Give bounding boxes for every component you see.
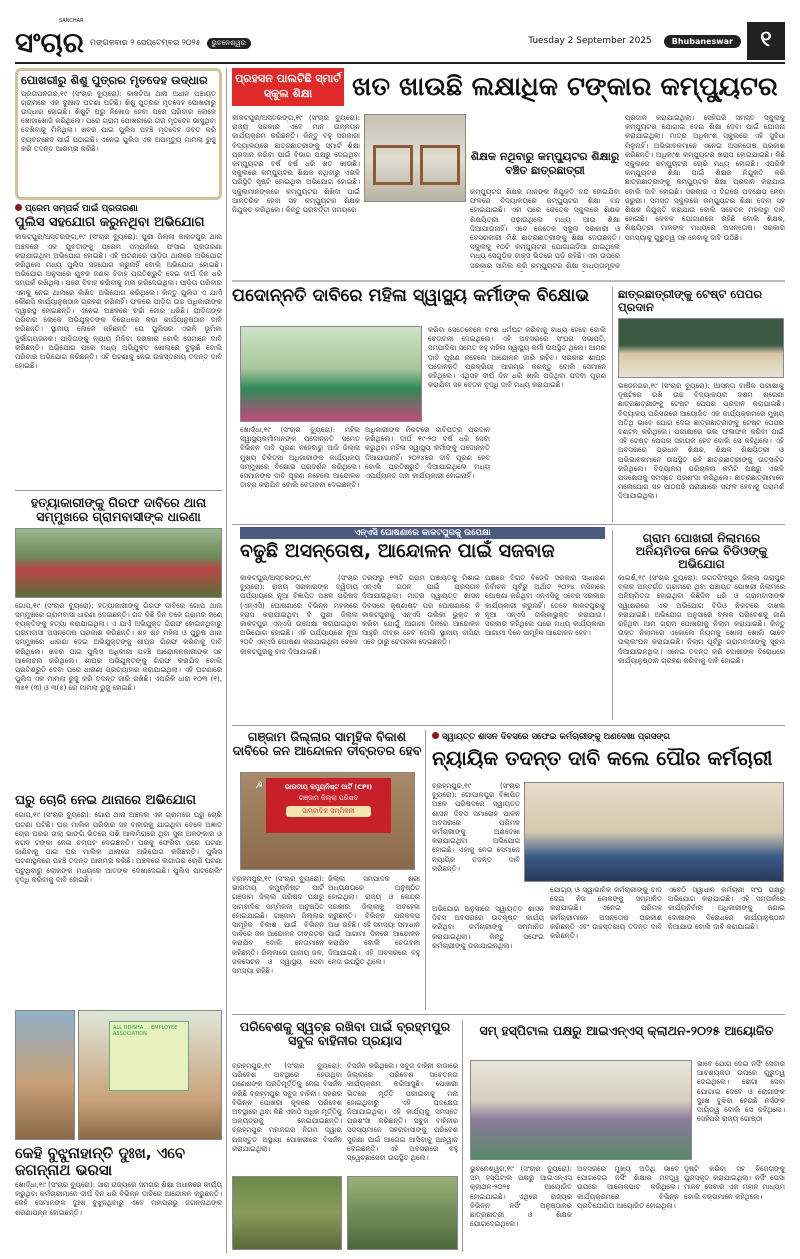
- hammer-sickle-icon: ☭: [255, 781, 264, 791]
- banner-line: ସାମ୍ବାଦିକ ସମ୍ମିଳନୀ: [286, 806, 371, 817]
- pour-kicker: [432, 732, 785, 742]
- pour-col2: ଯୋଗ୍ୟ ଓ ସ୍ୱାଭାବିକ କର୍ମଚାରୀଙ୍କୁ ବାଦ ଦେଇ ନିଜ ଲୋକଙ୍କୁ ସମ୍ମାନିତ କରାଯାଇଛି। ଏନେଇ ପରିମଳ କର୍ମଚାରୀମାନେ ଅସନ୍ତୋଷ ପ୍ରକାଶ କରିଛନ୍ତି ଏବଂ ଉଚ୍ଚସ୍ତରୀୟ ତଦନ୍ତ ଦାବି କରିଛନ୍ତି।: [550, 886, 662, 941]
- photo-sum-hospital-event: [470, 1060, 692, 1160]
- photo-computer-lab: [364, 114, 466, 202]
- banner-line: ଗଞ୍ଜାମ ଜିଲ୍ଲା ପରିଷଦ: [299, 794, 358, 802]
- article-text: ଗୋପ,୧୯ (ସଂଚାର ବ୍ୟୁରୋ): ହତ୍ୟାକାରୀଙ୍କୁ ଗିରଫ ଦାବିରେ ଗୋପ ଥାନା ସମ୍ମୁଖରେ ଗ୍ରାମବାସୀ ଧାରଣା ଦେଇଛନ୍ତି। ଗତ କିଛି ଦିନ ତଳେ ଗ୍ରାମର ଜଣେ ବ୍ୟକ୍ତିଙ୍କୁ ହତ୍ୟା କରାଯାଇଥିଲା। ଏ ଯାଏଁ ଅଭିଯୁକ୍ତ ଗିରଫ ହୋଇନଥିବାରୁ ଗ୍ରାମବାସୀ ଅସନ୍ତୋଷ ପ୍ରକାଶ କରିଛନ୍ତି। ଶହ ଶହ ମହିଳା ଓ ପୁରୁଷ ଥାନା ସମ୍ମୁଖରେ ଧାରଣା ଦେଇ ଅଭିଯୁକ୍ତଙ୍କୁ ଶୀଘ୍ର ଗିରଫ କରିବାକୁ ଦାବି କରିଥିଲେ। ଖବର ପାଇ ପୁଲିସ ଅଧିକାରୀ ପହଞ୍ଚି ଆନ୍ଦୋଳନକାରୀଙ୍କ ସହ ଆଲୋଚନା କରିଥିଲେ। ଶୀଘ୍ର ଅଭିଯୁକ୍ତଙ୍କୁ ଗିରଫ କରାଯିବ ବୋଲି ପ୍ରତିଶ୍ରୁତି ଦେବା ପରେ ଧାରଣା ପ୍ରତ୍ୟାହାର କରାଯାଇଥିଲା। ଏହି ଘଟଣାରେ ପୁଲିସ ଏକ ମାମଲା ରୁଜୁ କରି ତଦନ୍ତ ଜାରି ରଖିଛି। ଏପରିକି ଧାରା ୧୦୩ (୧), ୩୫୧ (୩) ଓ ୩(୫) ରେ ମାମଲା ରୁଜୁ ହୋଇଛି।: [15, 601, 222, 693]
- masthead-left-row: [15, 25, 251, 61]
- test-paper-headline: ଛାତ୍ରଛାତ୍ରୀଙ୍କୁ ଟେଷ୍ଟ ପେପର ପ୍ରଦାନ: [618, 287, 763, 314]
- headline: ହତ୍ୟାକାରୀଙ୍କୁ ଗିରଫ ଦାବିରେ ଥାନା ସମ୍ମୁଖରେ ଗ୍ରାମବାସୀଙ୍କ ଧାରଣା: [30, 495, 207, 524]
- masthead: [15, 18, 785, 62]
- article-pond-body: [15, 68, 222, 200]
- green-col2: ବିସର୍ଜନ କରିଥିଲେ। ସବୁଜ ବାହିନୀ ବାଜାରେ ଜିଲ୍ଲାରେ ପରିବେଶ ସଚେତନତା କାର୍ଯ୍ୟକ୍ରମ କରିଆସୁଛି। ପୋଖରୀ ଭିତରେ ମୂର୍ତ୍ତି ପକାଇବାକୁ ମନା ହୋଇଥିବାରୁ ଏହି ପଦକ୍ଷେପ ନିଆଯାଇଥିଲା। ଏହି କାର୍ଯ୍ୟକୁ ସମସ୍ତେ ପ୍ରଶଂସା କରିଛନ୍ତି। ସବୁଜ ବାହିନୀର ସଦସ୍ୟମାନେ ସହରବାସୀଙ୍କୁ ପରିବେଶ ସୁରକ୍ଷା ପାଇଁ ଆଗେଇ ଆସିବାକୁ ଆହ୍ୱାନ ଦେଇଛନ୍ତି। ଏହି ଅବସରରେ ବହୁ ସ୍ୱେଚ୍ଛାସେବୀ ଉପସ୍ଥିତ ଥିଲେ।: [347, 1062, 458, 1163]
- divider: [232, 1014, 785, 1015]
- cpi-banner: [266, 778, 391, 833]
- pour-side: ବ୍ରହ୍ମପୁର,୧୯ (ସଂଚାର ବ୍ୟୁରୋ): ଗୋପାଳପୁର ବିଜ୍ଞାପିତ ଅଞ୍ଚଳ ପରିଷଦରେ ସ୍ୱାୟତ୍ତ ଶାସନ ଦିବସ ସମାରୋହ ପାଳନ ଅବସରରେ ପରିମଳ କର୍ମଚାରୀଙ୍କୁ ଅଣଦେଖା କରାଯାଇଥିବା ଅଭିଯୋଗ ହୋଇଛି। ଏହାକୁ ନେଇ ସେମାନେ ନ୍ୟାୟିକ ତଦନ୍ତ ଦାବି କରିଛନ୍ତି।: [432, 782, 520, 873]
- headline: ଘରୁ ଚୋରି ନେଇ ଥାନାରେ ଅଭିଯୋଗ: [15, 793, 197, 808]
- smart-school-kicker: ପ୍ରହସନ ପାଲଟିଛି ସ୍ମାର୍ଟ ସ୍କୁଲ ଶିକ୍ଷା: [232, 68, 344, 106]
- photo-association-banner: [78, 1010, 222, 1140]
- article-jagannath: [15, 1145, 222, 1241]
- cpi-col2: ଜିଲ୍ଲା ସମ୍ପାଦକ ଶ୍ରୀ ଅଧ୍ୟକ୍ଷତାରେ ଅନୁଷ୍ଠିତ ହୋଇଥିଲା। ରାଜ୍ୟ ଓ କେନ୍ଦ୍ର ସରକାର ଜିଲ୍ଲାକୁ ଅବହେଳା କରୁଛନ୍ତି। ବିଭିନ୍ନ ପ୍ରକଳ୍ପ ଅଧା ରହିଛି। ଏହି ସମସ୍ୟା ସମାଧାନ ପାଇଁ ଆଗାମୀ ଦିନରେ ଆନ୍ଦୋଳନ କରାଯିବ ବୋଲି ଚେତାବନୀ ଦିଆଯାଇଛି। ଏହି ଅବସରରେ ବହୁ ନେତା ଉପସ୍ଥିତ ଥିଲେ।: [328, 875, 420, 966]
- top-subhead: ଶିକ୍ଷକ ନଥିବାରୁ କମ୍ପ୍ୟୁଟର ଶିକ୍ଷାରୁ ବଞ୍ଚିତ ଛାତ୍ରଛାତ୍ରୀ: [470, 150, 620, 177]
- article-text: ଖୋର୍ଦ୍ଧା,୧୯ (ସଂଚାର ବ୍ୟୁରୋ): ସାରା ରାଜ୍ୟରେ ସମଗ୍ର ଶିକ୍ଷା ଅଧୀନରେ କାର୍ଯ୍ୟ କରୁଥିବା କର୍ମଚାରୀମାନେ ଦୀର୍ଘ ଦିନ ଧରି ବିଭିନ୍ନ ଦାବିରେ ଆନ୍ଦୋଳନ କରୁଛନ୍ତି। କେହି ସେମାନଙ୍କ ଦୁଃଖ ବୁଝୁନଥିବାରୁ ଏବେ ମହାପ୍ରଭୁ ଜଗନ୍ନାଥଙ୍କ ଶରଣାପନ୍ନ ହୋଇଛନ୍ତି।: [15, 1181, 222, 1217]
- divider: [15, 490, 222, 491]
- nac-col1: କାକଟପୁର/ଅସ୍ତରଙ୍ଗ,୧୯ (ସଂଚାର ବ୍ୟୁରୋ): ରାଜ୍ୟ ସରକାରଙ୍କ ଦ୍ୱିତୀୟ ପର୍ଯ୍ୟାୟରେ ନୂଆ ବିଜ୍ଞାପିତ ଅଞ୍ଚଳ ପରିଷଦ (ଏନ୍ଏସି) ଘୋଷଣାରେ ବିଭିନ୍ନ ମହଲରେ ହ୍ରାସ କରାଯାଇଥିବା ବି ପୁରୀ ଜିଲ୍ଲା କାକଟପୁର ଏନ୍ଏସି ଉପେକ୍ଷା କରାଯାଇଥିବା ଅଭିଯୋଗ ହୋଇଛି। ଏହି ପର୍ଯ୍ୟାୟରେ ନୂଆ ୨୦ଟି ଏନ୍ଏସି ଘୋଷଣା କରାଯାଇଥିବା ବେଳେ କାକଟପୁରକୁ ବାଦ ଦିଆଯାଇଛି।: [240, 574, 358, 656]
- masthead-logo: ସଂଚାର: [15, 26, 84, 59]
- column-divider: [226, 68, 227, 1253]
- article-theft: [15, 794, 222, 1001]
- photo-protest-left: [15, 1010, 75, 1140]
- divider: [232, 725, 785, 726]
- computer-shelf: [373, 145, 413, 185]
- headline: ପୁଲିସ ସହଯୋଗ କରୁନଥିବା ଅଭିଯୋଗ: [15, 215, 205, 230]
- top-headline: ଖତ ଖାଉଛି ଲକ୍ଷାଧିକ ଟଙ୍କାର କମ୍ପ୍ୟୁଟର: [352, 72, 778, 102]
- top-col3: ପ୍ରଦାନ କରାଯାଇଥିଲା। ସେହିପରି ସମସ୍ତ ସ୍କୁଲକୁ କମ୍ପ୍ୟୁଟର ଯୋଗାଇ ଦେଇ ଶିକ୍ଷା ଦେବା ପାଇଁ ଯୋଜନା କରାଯାଇଥିଲା। ମାତ୍ର ଅଧିକାଂଶ ସ୍କୁଲରେ ଏହି ସୁବିଧା ମିଳୁନାହିଁ। ଅଭିଭାବକମାନେ ଏନେଇ ଅସନ୍ତୋଷ ପ୍ରକାଶ କରିଛନ୍ତି। ଅଧିକାଂଶ କମ୍ପ୍ୟୁଟର ଖରାପ ହୋଇଯାଇଛି। କିଛି ସ୍କୁଲରେ କମ୍ପ୍ୟୁଟର ଚୋରି ମଧ୍ୟ ହୋଇଛି। ଏପରିକି କମ୍ପ୍ୟୁଟର ଶିକ୍ଷା ପାଇଁ ଶିକ୍ଷକ ନିଯୁକ୍ତି କରି ଛାତ୍ରଛାତ୍ରୀଙ୍କୁ କମ୍ପ୍ୟୁଟର ଶିକ୍ଷା ପ୍ରଦାନ କରାଯାଉ ବୋଲି ଦାବି ହୋଇଛି। ସରକାର ଏ ଦିଗରେ ପଦକ୍ଷେପ ନେବା ଜରୁରୀ। ସମସ୍ତ ସ୍କୁଲରେ କମ୍ପ୍ୟୁଟର ଶିକ୍ଷା ଦେବା ସହ ଶିକ୍ଷକ ନିଯୁକ୍ତି କରାଯାଉ ବୋଲି ସଚେତନ ମହଲରୁ ଦାବି ହୋଇଛି। କେବଳ ଯୋଗାଣରେ ରହିଛି ବୋଲି ଶିକ୍ଷକ, ଶିକ୍ଷୟିତ୍ରୀ ମାନଙ୍କ ମଧ୍ୟରେ ଅସନ୍ତୋଷ। ସରକାର ସମସ୍ୟାକୁ ଗୁରୁତ୍ୱ ସହ ନେବାକୁ ଦାବି ଉଠିଛି।: [625, 114, 785, 242]
- bullet-icon: [432, 732, 439, 739]
- kicker: [15, 204, 222, 214]
- cpi-col1: ବ୍ରହ୍ମପୁର,୧୯ (ସଂଚାର ବ୍ୟୁରୋ): ଭାରତୀୟ କମ୍ୟୁନିଷ୍ଟ ପାର୍ଟି ଗଞ୍ଜାମ ଜିଲ୍ଲା ପରିଷଦ ପକ୍ଷରୁ ସାମ୍ବାଦିକ ସମ୍ମିଳନୀ ଅନୁଷ୍ଠିତ ହୋଇଯାଇଛି। ଗଞ୍ଜାମ ଜିଲ୍ଲାର ସାମୂହିକ ବିକାଶ ପାଇଁ ବିଭିନ୍ନ ଦାବିରେ ଜନ ଆନ୍ଦୋଳନ ତୀବ୍ରତର କରାଯିବ ବୋଲି ନେତାମାନେ କହିଛନ୍ତି। ଜିଲ୍ଲାରେ ପାନୀୟ ଜଳ, ଜଳସେଚନ ଓ ସ୍ୱାସ୍ଥ୍ୟ ସେବା ସମସ୍ୟା ରହିଛି।: [232, 875, 324, 976]
- masthead-right-row: [528, 22, 785, 60]
- kicker-text: ସ୍ୱାୟତ୍ତ ଶାସନ ଦିବସରେ ସଫେଇ କର୍ମଚାରୀଙ୍କୁ ଅଣଦେଖା ପ୍ରସଙ୍ଗ: [442, 732, 670, 742]
- article-text: ପ୍ରତାପନଗର,୧୯ (ସଂଚାର ବ୍ୟୁରୋ): କାକଟିଆ ଥାନା ଅଧୀନ ପଞ୍ଚାୟତ ଗ୍ରାମରେ ଏକ ଦୁଃଖଦ ଘଟଣା ଘଟିଛି। ଶିଶୁ ପୁତ୍ରର ମୃତଦେହ ପୋଖରୀରୁ ଉଦ୍ଧାର ହୋଇଛି। ଶିଶୁଟି ଘରୁ ନିଖୋଜ ହେବା ପରେ ପରିବାର ଲୋକେ ଖୋଜାଖୋଜି କରିଥିଲେ। ପରେ ଗ୍ରାମ ପୋଖରୀରେ ତାର ମୃତଦେହ ଭାସୁଥିବା ଦେଖିବାକୁ ମିଳିଥିଲା। ଖବର ପାଇ ପୁଲିସ ପହଞ୍ଚି ମୃତଦେହ ଜବତ କରି ବ୍ୟବଚ୍ଛେଦ ପାଇଁ ପଠାଇଛି। ଏନେଇ ପୁଲିସ ଏକ ଅପମୃତ୍ୟୁ ମାମଲା ରୁଜୁ କରି ତଦନ୍ତ ଆରମ୍ଭ କରିଛି।: [21, 89, 216, 153]
- city-pill: Bhubaneswar: [664, 35, 741, 48]
- top-col1: କାକଟପୁର/ଅସ୍ତରଙ୍ଗ,୧୯ (ସଂଚାର ବ୍ୟୁରୋ): ରାଜ୍ୟ ସରକାର ଏବେ ମାନ ଉନ୍ନୟନ କାର୍ଯ୍ୟକ୍ରମ କରିଛନ୍ତି। କିନ୍ତୁ ବହୁ ସରକାରୀ ବିଦ୍ୟାଳୟରେ ଛାତ୍ରଛାତ୍ରୀଙ୍କୁ ସ୍ମାର୍ଟ ଶିକ୍ଷା ପ୍ରଦାନ କରିବା ପାଇଁ ବିଭାଗ ପକ୍ଷରୁ ଦେଇଥିବା କମ୍ପ୍ୟୁଟର ବର୍ଷ ବର୍ଷ ଧରି ଖତ ଖାଉଛି। ସ୍କୁଲରେ କମ୍ପ୍ୟୁଟର ଶିକ୍ଷକ ନଥିବାରୁ ଏଭଳି ପରିସ୍ଥିତି ସୃଷ୍ଟି ହୋଇଥିବା ଅଭିଯୋଗ ହୋଇଛି। ସ୍କୁଲମାନଙ୍କରେ କମ୍ପ୍ୟୁଟର ଶିଖିବା ପାଇଁ ଆନ୍ତରିକ ହେବା ସହ କମ୍ପ୍ୟୁଟର ଶିକ୍ଷକ ନିଯୁକ୍ତ କରିଥିଲେ। କିନ୍ତୁ ପରବର୍ତ୍ତୀ ସମୟରେ: [232, 114, 360, 215]
- photo-health-workers: [240, 326, 422, 422]
- nac-col2: ତରଫରୁ ୧୩ଟି ଗ୍ରାମ ପଞ୍ଚାୟତକୁ ମିଶାଇ ଏନ୍ଏସି ଗଠନ ପାଇଁ ପ୍ରସ୍ତାବ ଦିଆଯାଇଥିଲା। ମାତ୍ର ସ୍ୱାୟତ୍ତ ଶାସନ ଦିବସରେ କୃଷ୍ଣାଷ୍ଟ ପର ଘୋଷଣାରେ ବି କାକଟପୁରକୁ ଏନ୍ଏସି ତାଲିକା ଭୁକ୍ତ ନ କରିବା ଯୋଗୁଁ ଆଗାମୀ ଦିନରେ ଆନ୍ଦୋଳନ ଆହୁରି ତୀବ୍ର ହେବ ବୋଲି ସ୍ଥାନୀୟ ବାସିନ୍ଦା ଏବେ ଠାରୁ ଚେତାବନୀ ଦେଇଛନ୍ତି।: [362, 574, 480, 647]
- article-police: [15, 204, 222, 483]
- kicker-text: ପ୍ରେମ ସମ୍ପର୍କ ପାଇଁ ପ୍ରତାରଣା: [25, 204, 138, 214]
- pour-col1: ଅଭିଯୋଗ ଅନୁସାରେ ସ୍ୱାୟତ୍ତ ଶାସନ ଦିବସ ଅବସରରେ ଉତ୍କୃଷ୍ଟ କାର୍ଯ୍ୟ କରିଥିବା କର୍ମଚାରୀଙ୍କୁ ସମ୍ମାନିତ କରାଯାଇଥିଲା। କିନ୍ତୁ ସଫେଇ କର୍ମଚାରୀଙ୍କୁ ଡକାଯାଇନଥିଲା।: [432, 905, 544, 950]
- photo-idol-truck: [347, 1176, 458, 1250]
- sum-col2: ଅବସରରେ ମୁଖ୍ୟ ଅତିଥି ଭାବେ ଯୋଗଦେଇ ନର୍ସିଂ ଶିକ୍ଷାର ମହତ୍ତ୍ୱ ଉପରେ ଆଲୋକପାତ କରିଥିଲେ। କାର୍ଯ୍ୟକ୍ରମରେ ବିଭିନ୍ନ ପ୍ରତିଯୋଗିତା ଆୟୋଜିତ ହୋଇଥିଲା।: [577, 1165, 679, 1210]
- banner-line: ଭାରତୀୟ କମ୍ୟୁନିଷ୍ଟ ପାର୍ଟି (CPI): [284, 783, 373, 791]
- health-col1: ଖୋର୍ଦ୍ଧା,୧୯ (ସଂଚାର ବ୍ୟୁରୋ): ମହିଳା ସ୍ୱାସ୍ଥ୍ୟକର୍ମୀମାନଙ୍କ ପଦୋନ୍ନତି ସମେତ ବିଭିନ୍ନ ଦାବି ପୂରଣ ନହେବାରୁ ଆଜି ଜିଲ୍ଲା ମୁଖ୍ୟ ଚିକିତ୍ସା ଅଧିକାରୀଙ୍କ କାର୍ଯ୍ୟାଳୟ ସମ୍ମୁଖରେ ବିକ୍ଷୋଭ ପ୍ରଦର୍ଶନ କରିଥିଲେ। ସେମାନଙ୍କ ଦାବି ପୂରଣ ନହେଲେ ଆନ୍ଦୋଳନ ତୀବ୍ର କରାଯିବ ବୋଲି ଚେତାବନୀ ଦେଇଛନ୍ତି।: [240, 426, 360, 490]
- photo-cpi-press-meet: [240, 772, 415, 870]
- divider: [462, 1020, 463, 1252]
- divider: [232, 524, 785, 525]
- pond-auction-headline: ଗ୍ରାମ ପୋଖରୀ ନିଲାମରେ ଅନିୟମିତତା ନେଇ ବିଡିଓଙ୍କୁ ଅଭିଯୋଗ: [635, 531, 768, 572]
- nac-kicker: ଏନ୍‌ଏସି ଘୋଷଣାରେ କାକଟପୁରକୁ ଉପେକ୍ଷା: [240, 527, 605, 539]
- photo-villagers-protest: [15, 528, 222, 598]
- computer-shelf: [420, 145, 460, 185]
- sum-side: ଭାବେ ଯୋଗ ଦେଇ ନର୍ସିଂ ସେବାର ଆବଶ୍ୟକତା ଉପରେ ଗୁରୁତ୍ୱ ଦେଇଥିଲେ। ରୋଗୀ ସେବା ଯୋଗାଇ ଦେବେ ଓ ରୋଗୀଙ୍କ ଦୁଃଖ ବୁଝିବା ହେଉଛି ନର୍ସଙ୍କ ଦାୟିତ୍ୱ ବୋଲି ସେ କହିଥିଲେ। ସେହିପରି ରାଜ୍ୟ ଗୋଷ୍ଠୀ: [697, 1060, 785, 1124]
- headline: ପୋଖରୀରୁ ଶିଶୁ ପୁତ୍ରର ମୃତଦେହ ଉଦ୍ଧାର: [21, 73, 208, 87]
- health-col2: ଅଧିକାରୀଙ୍କ ନିକଟରେ ଦାବିପତ୍ର ପ୍ରଦାନ କରିଥିଲେ। ଦୀର୍ଘ ୧୯-୨୦ ବର୍ଷ ଧରି ସେବା କରୁଥିବା ମହିଳା ସ୍ୱାସ୍ଥ୍ୟ କର୍ମୀଙ୍କୁ ପଦୋନ୍ନତି ଦିଆଯାଉନାହିଁ। ୨୦୨୪ରେ ଦାବି ପୂରଣ ହେବ ବୋଲି ପ୍ରତିଶ୍ରୁତି ଦିଆଯାଇଥିଲେ ମଧ୍ୟ ଏପର୍ଯ୍ୟନ୍ତ ତାହା କାର୍ଯ୍ୟକାରୀ ହୋଇନାହିଁ।: [365, 426, 490, 481]
- health-side: କରିବା ସେତେବେଳେ ବାଂଶ ଧର୍ମଘଟ କରିବାକୁ ବାଧ୍ୟ ହେବେ ବୋଲି ଚେତାବନୀ ଦେଇଥିଲେ। ଏହି ଅବସରରେ ସଂଘର ସଭାପତି, ସମ୍ପାଦିକା ସମେତ ବହୁ ମହିଳା ସ୍ୱାସ୍ଥ୍ୟ କର୍ମୀ ଉପସ୍ଥିତ ଥିଲେ। ଆମର ଦାବି ପୂରଣ ନହେଲେ ଆନ୍ଦୋଳନ ଜାରି ରହିବ। ସରକାର ଶୀଘ୍ର ପଦୋନ୍ନତି ପ୍ରକ୍ରିୟା ଆରମ୍ଭ କରନ୍ତୁ ବୋଲି ସେମାନେ କହିଥିଲେ। ଏଥିସହ ଦୀର୍ଘ ଦିନ ଧରି ଖାଲି ପଡ଼ିଥିବା ପଦବୀ ପୂରଣ କରାଯିବା ସହ ବେତନ ବୃଦ୍ଧି ଦାବି ମଧ୍ୟ କରାଯାଇଛି।: [428, 326, 606, 390]
- divider: [425, 730, 426, 1010]
- article-text: ଗୋପ,୧୯ (ସଂଚାର ବ୍ୟୁରୋ): ଗୋପ ଥାନା ଅଞ୍ଚଳର ଏକ ଗ୍ରାମରେ ଘରୁ ଚୋରି ଘଟଣା ଘଟିଛି। ଘର ମାଲିକ ପରିବାର ସହ ବାହାରକୁ ଯାଇଥିବା ବେଳେ ଅଜ୍ଞାତ ଚୋର ଘରର ତାଲା ଭାଙ୍ଗି ଭିତରେ ପଶି ଆଲମିରାରେ ଥିବା ସୁନା ଅଳଙ୍କାର ଓ ନଗଦ ଟଙ୍କା ନେଇ ଚମ୍ପଟ ଦେଇଛନ୍ତି। ଘରକୁ ଫେରିବା ପରେ ଘଟଣା ଜାଣିବାକୁ ପାଇ ଘର ମାଲିକ ଥାନାରେ ଅଭିଯୋଗ କରିଛନ୍ତି। ପୁଲିସ ଘଟଣାସ୍ଥଳରେ ପହଞ୍ଚି ତଦନ୍ତ ଆରମ୍ଭ କରିଛି। ଅଞ୍ଚଳରେ ଲଗାତାର ଚୋରି ଘଟଣା ଘଟୁଥିବାରୁ ଲୋକଙ୍କ ମଧ୍ୟରେ ଆତଙ୍କ ଦେଖାଦେଇଛି। ପୁଲିସ ପାଟ୍ରୋଲିଂ ବୃଦ୍ଧି କରିବାକୁ ଦାବି ହୋଇଛି।: [15, 811, 222, 884]
- odia-date: ମଙ୍ଗଳବାର ୨ ସେପ୍ଟେମ୍ବର ୨୦୨୫: [90, 38, 201, 47]
- green-col1: ବ୍ରହ୍ମପୁର,୧୯ (ସଂଚାର ବ୍ୟୁରୋ): ପରିବେଶ ଅବସ୍ଥାରେ ହେଉଥିବା ଗଣେଶଙ୍କ ପ୍ରତିମୂର୍ତ୍ତିକୁ ନେଇ ବିସର୍ଜନ କରିଛି ବ୍ରହ୍ମପୁର ସବୁଜ ବାହିନୀ। ସହରର ବିଭିନ୍ନ ପୋଖରୀ କୂଳରେ ପରିବେଶ ଅବସ୍ଥାରେ ଥିବା କିଛି ଏକାଠି ଅଧିକ ମୂର୍ତ୍ତିକୁ ଅନ୍ୟତ୍ରକୁ ନେଇଯାଇଛନ୍ତି। ବ୍ରହ୍ମପୁର ମହାନଗର ନିଗମ ଦ୍ୱାରା ପ୍ରସ୍ତୁତ ଅସ୍ଥାୟୀ ପୋଖରୀରେ ବିସର୍ଜନ କରାଯାଇଥିଲା।: [232, 1062, 342, 1153]
- sum-col3: ଦୃଷ୍ଟି କରିବା ସହ ବିଜେତାଙ୍କୁ ପୁରସ୍କୃତ କରାଯାଇଥିଲା। ନର୍ସିଂ ପେସା ମାନବ ସେବାର ଏକ ମହାନ ମାଧ୍ୟମ ବୋଲି ବକ୍ତାମାନେ କହିଥିଲେ।: [684, 1165, 785, 1201]
- photo-green-brigade: [232, 1176, 342, 1250]
- masthead-rule: [15, 62, 785, 64]
- divider: [612, 530, 613, 720]
- sum-headline: ସମ୍ ହସ୍ପିଟାଲ ପକ୍ଷରୁ ଆଇଏନ୍ଏସ୍ କ୍ଲାଥନ-୨୦୨୫ ଆୟୋଜିତ: [479, 1023, 774, 1038]
- article-dharana: [15, 496, 222, 757]
- pour-col3: ଏବେଠି ସ୍ୱାଧୀନ କର୍ମଚାରୀ ସଂଘ ପକ୍ଷରୁ ଅଭିଯୋଗ କରାଯାଇଛି। ଏହି ସମ୍ପର୍କରେ କାର୍ଯ୍ୟନିର୍ବାହୀ ଅଧିକାରୀଙ୍କୁ ଜଣାଇ ଦୋଷୀଙ୍କ ବିରୋଧରେ କାର୍ଯ୍ୟାନୁଷ୍ଠାନ ନିଆଯାଉ ବୋଲି ଦାବି କରାଯାଇଛି।: [668, 886, 785, 931]
- sum-col1: ଭୁବନେଶ୍ୱର,୧୯ (ସଂଚାର ବ୍ୟୁରୋ): ସମ୍ ହସ୍ପିଟାଲ ପକ୍ଷରୁ ଆଇଏନ୍ଏସ୍ କ୍ଲାଥନ-୨୦୨୫ ଆୟୋଜିତ ହୋଇଯାଇଛି। ଏଥିରେ ରାଜ୍ୟର ବିଭିନ୍ନ ନର୍ସିଂ ଅନୁଷ୍ଠାନର ଛାତ୍ରଛାତ୍ରୀ ଓ ଶିକ୍ଷକ ଯୋଗଦେଇଥିଲେ।: [470, 1165, 572, 1229]
- green-headline: ପରିବେଶକୁ ସ୍ୱଚ୍ଛ ରଖିବା ପାଇଁ ବ୍ରହ୍ମପୁର ସବୁଜ ବାହିନୀର ପ୍ରୟାସ: [239, 1019, 451, 1048]
- odia-city-pill: ଭୁବନେଶ୍ୱର: [207, 38, 251, 49]
- nac-headline: ବଢୁଛି ଅସନ୍ତୋଷ, ଆନ୍ଦୋଳନ ପାଇଁ ସଜବାଜ: [240, 540, 555, 562]
- divider: [232, 280, 785, 282]
- divider: [612, 287, 613, 522]
- article-text: କାକଟପୁର/ଅସ୍ତରଙ୍ଗ,୧୯ (ସଂଚାର ବ୍ୟୁରୋ): ପୁରୀ ଜିଲ୍ଲା କାକଟପୁର ଥାନା ଅଞ୍ଚଳରେ ଏକ ଯୁବତୀଙ୍କୁ ପ୍ରେମ ସମ୍ପର୍କରେ ଫସାଇ ପ୍ରତାରଣା କରାଯାଇଥିବା ଅଭିଯୋଗ ହୋଇଛି। ଏହି ଘଟଣାରେ ପୀଡ଼ିତା ଥାନାରେ ଅଭିଯୋଗ କରିଥିଲେ ମଧ୍ୟ ପୁଲିସ ସହଯୋଗ କରୁନାହିଁ ବୋଲି ଅଭିଯୋଗ ହୋଇଛି। ଅଭିଯୋଗ ଅନୁସାରେ ଯୁବକ ଜଣକ ବିବାହ ପ୍ରତିଶ୍ରୁତି ଦେଇ ଦୀର୍ଘ ଦିନ ଧରି ସମ୍ପର୍କ ରଖିଥିଲା। ପରେ ବିବାହ କରିବାକୁ ମନା କରିଦେଇଥିଲା। ପୀଡ଼ିତା ପରିବାର ଏହାକୁ ନେଇ ଥାନାରେ ଲିଖିତ ଅଭିଯୋଗ କରିଥିଲେ। କିନ୍ତୁ ପୁଲିସ ଏ ଯାଏଁ କୌଣସି କାର୍ଯ୍ୟାନୁଷ୍ଠାନ ଗ୍ରହଣ କରିନାହିଁ। ଫଳରେ ପୀଡ଼ିତା ଉଚ୍ଚ ଅଧିକାରୀଙ୍କ ଦ୍ୱାରସ୍ଥ ହୋଇଛନ୍ତି। ଏନେଇ ଅଞ୍ଚଳରେ ଚର୍ଚ୍ଚା ଜୋର ଧରିଛି। ପୀଡ଼ିତାଙ୍କ ପରିବାର ଲୋକେ ଅଭିଯୁକ୍ତଙ୍କ ବିରୋଧରେ କଡ଼ା କାର୍ଯ୍ୟାନୁଷ୍ଠାନ ଦାବି କରିଛନ୍ତି। ସ୍ଥାନୀୟ ଲୋକେ କହିଛନ୍ତି ଯେ ପୁଲିସର ଏଭଳି ଭୂମିକା ଦୁର୍ଭାଗ୍ୟଜନକ। ପୀଡ଼ିତାଙ୍କୁ ନ୍ୟାୟ ମିଳିବା ଦରକାର ବୋଲି ସେମାନେ ଦାବି କରିଛନ୍ତି। ଅଭିଯୋଗ ପରେ ମଧ୍ୟ ଅଭିଯୁକ୍ତ ଖୋଲାରେ ବୁଲୁଛି ବୋଲି ପରିବାର ଅଭିଯୋଗ କରିଛନ୍ତି। ଏହି ଘଟଣାକୁ ନେଇ ଉଚ୍ଚସ୍ତରୀୟ ତଦନ୍ତ ଦାବି ହୋଇଛି।: [15, 233, 222, 371]
- cpi-headline: ଗଞ୍ଜାମ ଜିଲ୍ଲାର ସାମୂହିକ ବିକାଶ ଦାବିରେ ଜନ ଆନ୍ଦୋଳନ ତୀବ୍ରତର ହେବ: [232, 729, 422, 758]
- nac-col3: ପକ୍ଷରେ ବିଗତ ବିଜେଡି ସରକାର ସାଧାରଣ ନିର୍ବାଚନ ପୂର୍ବରୁ ଅର୍ଥାତ ୨୦୨୪ ମସିହାରେ ଘୋଷଣା କରିଥିବା ଏନ୍ଏସିକୁ ଏବେର ସରକାର କାର୍ଯ୍ୟକାରୀ କରୁନାହିଁ। ତେବେ କାକଟପୁରକୁ ନୂଆ ଏନ୍ଏସି ତାଲିକାଭୁକ୍ତ କରାଯାଉ। ସରକାର କହିଥିଲେ ପରେ ମଧ୍ୟ କାର୍ଯ୍ୟକାରୀ ଆଗାମୀ ଦିନେ ସାମୂହିକ ଆନ୍ଦୋଳନ ହେବ।: [485, 574, 605, 638]
- test-body: ଭଞ୍ଜନଗର,୧୯ (ସଂଚାର ବ୍ୟୁରୋ): ଆସନ୍ତା ବାର୍ଷିକ ପରୀକ୍ଷାକୁ ଦୃଷ୍ଟିରେ ରଖି ଉଚ୍ଚ ବିଦ୍ୟାଳୟର ଦଶମ ଶ୍ରେଣୀ ଛାତ୍ରଛାତ୍ରୀଙ୍କୁ ଟେଷ୍ଟ ପେପର ପ୍ରଦାନ କରାଯାଇଛି। ବିଦ୍ୟାଳୟ ପରିସରରେ ଆୟୋଜିତ ଏକ କାର୍ଯ୍ୟକ୍ରମରେ ମୁଖ୍ୟ ଅତିଥି ଭାବେ ଯୋଗ ଦେଇ ଛାତ୍ରଛାତ୍ରୀଙ୍କୁ ଟେଷ୍ଟ ପେପର ବଣ୍ଟନ କରିଥିଲେ। ପରୀକ୍ଷାରେ ଭଲ ଫଳାଫଳ କରିବା ପାଇଁ ଏହି ଟେଷ୍ଟ ପେପର ସହାୟକ ହେବ ବୋଲି ସେ କହିଥିଲେ। ଏହି ଅବସରରେ ପ୍ରଧାନ ଶିକ୍ଷକ, ଶିକ୍ଷକ ଶିକ୍ଷୟିତ୍ରୀ ଓ ଅଭିଭାବକମାନେ ଉପସ୍ଥିତ ରହି ଛାତ୍ରଛାତ୍ରୀଙ୍କୁ ଉତ୍ସାହିତ କରିଥିଲେ। ବିଦ୍ୟାଳୟ ପରିଚାଳନା କମିଟି ପକ୍ଷରୁ ଏଭଳି ପଦକ୍ଷେପକୁ ସମସ୍ତେ ପ୍ରଶଂସା କରିଥିଲେ। ଛାତ୍ରଛାତ୍ରୀମାନେ ମନୋଯୋଗ ସହ ପାଠପଢ଼ି ପରୀକ୍ଷାରେ ସଫଳ ହେବାକୁ ପରାମର୍ଶ ଦିଆଯାଇଥିଲା।: [618, 382, 784, 501]
- page-number: ୧: [747, 22, 785, 60]
- pond-body: କାଇଶଁ,୧୯ (ସଂଚାର ବ୍ୟୁରୋ): ଜଗତସିଂହପୁର ଜିଲ୍ଲା ତାରାପୁର ବ୍ଲକ ଅନ୍ତର୍ଗତ ଗ୍ରାମରେ ଥିବା ପଞ୍ଚାୟତ ପୋଖରୀ ନିଲାମରେ ଅନିୟମିତତା ହୋଇଥିବା କିଛିଦିନ ଧରି ଓ ଗ୍ରାମବାସୀଙ୍କ ସ୍ୱାକ୍ଷରରେ ଏକ ଅଭିଯୋଗ ବିଡିଓ ନିକଟରେ ଦାଖଲ କରାଯାଇଛି। ଅଭିଯୋଗ ଅନୁସାରେ ବ୍ଲକ ପରିବେଶକୁ ଜାଣି ରହିଥିବା ଆମ ଗ୍ରାମ ପୋଖରୀକୁ ନିଲାମ କରାଯାଇଛି। କିନ୍ତୁ ଉକ୍ତ ନିଲାମରେ ଏକୋଲେ ନିୟମକୁ ଖୋଲା ଖୋଲି ଭାବେ ଉଲ୍ଲଂଘନ କରାଯାଇଛି। ନିଲାମ ପୂର୍ବରୁ ଗ୍ରାମବାସୀଙ୍କୁ ସୂଚନା ଦିଆଯାଇନଥିଲା। ଏନେଇ ତଦନ୍ତ କରି ଦୋଷୀଙ୍କ ବିରୋଧରେ କାର୍ଯ୍ୟାନୁଷ୍ଠାନ ଗ୍ରହଣ କରିବାକୁ ଦାବି ହୋଇଛି।: [618, 574, 785, 665]
- photo-test-paper: [618, 318, 784, 378]
- banner-text: ALL ODISHA ... EMPLOYEE ASSOCIATION: [109, 1021, 189, 1091]
- masthead-logo-small: SANCHAR: [59, 18, 84, 24]
- photo-municipal-workers: [524, 782, 784, 882]
- pour-headline: ନ୍ୟାୟିକ ତଦନ୍ତ ଦାବି କଲେ ପୌର କର୍ମଚାରୀ: [432, 746, 773, 770]
- headline: କେହି ବୁଝୁନାହାନ୍ତି ଦୁଃଖ, ଏବେ ଜଗନ୍ନାଥ ଭରସା: [15, 1144, 186, 1179]
- english-date: Tuesday 2 September 2025: [528, 36, 652, 46]
- bullet-icon: [15, 204, 22, 211]
- top-col2: କମ୍ପ୍ୟୁଟର ଶିକ୍ଷକ ମାନଙ୍କ ନିଯୁକ୍ତି ବନ୍ଦ ହୋଇଯିବା ଫଳରେ ବିଦ୍ୟାଳୟରେ କମ୍ପ୍ୟୁଟର ଶିକ୍ଷା ବନ୍ଦ ହୋଇଯାଇଛି। ଏହା ପରେ କେତେକ ସ୍କୁଲରେ ଶିକ୍ଷକ ଶିକ୍ଷୟିତ୍ରୀ ପଢ଼ାଉଥିଲେ ମଧ୍ୟ ଆଉ ଶିକ୍ଷା ଦିଆଯାଉନାହିଁ। ଏବେ କେତେକ ସ୍କୁଲ ସରକାରୀ ଓ ବେସରକାରୀ ମିଶି ଛାତ୍ରଛାତ୍ରୀଙ୍କୁ ଶିକ୍ଷା ଦେଉଛନ୍ତି। ସ୍କୁଲକୁ ୧୦ଟି କମ୍ପ୍ୟୁଟର ଯୋଗାଇଦିଆ ଯାଇଥିଲେ ମଧ୍ୟ ସେଗୁଡ଼ିକ ବାକ୍ସ ଭିତରେ ପଡ଼ି ରହିଛି। ଏହା ଉପରେ ସରକାର ସାମିଲ କରି କମ୍ପ୍ୟୁଟର ଶିକ୍ଷା ବାଧ୍ୟତାମୂଳକ: [470, 188, 620, 270]
- health-workers-headline: ପଦୋନ୍ନତି ଦାବିରେ ମହିଳା ସ୍ୱାସ୍ଥ୍ୟ କର୍ମୀଙ୍କ ବିକ୍ଷୋଭ: [232, 286, 590, 306]
